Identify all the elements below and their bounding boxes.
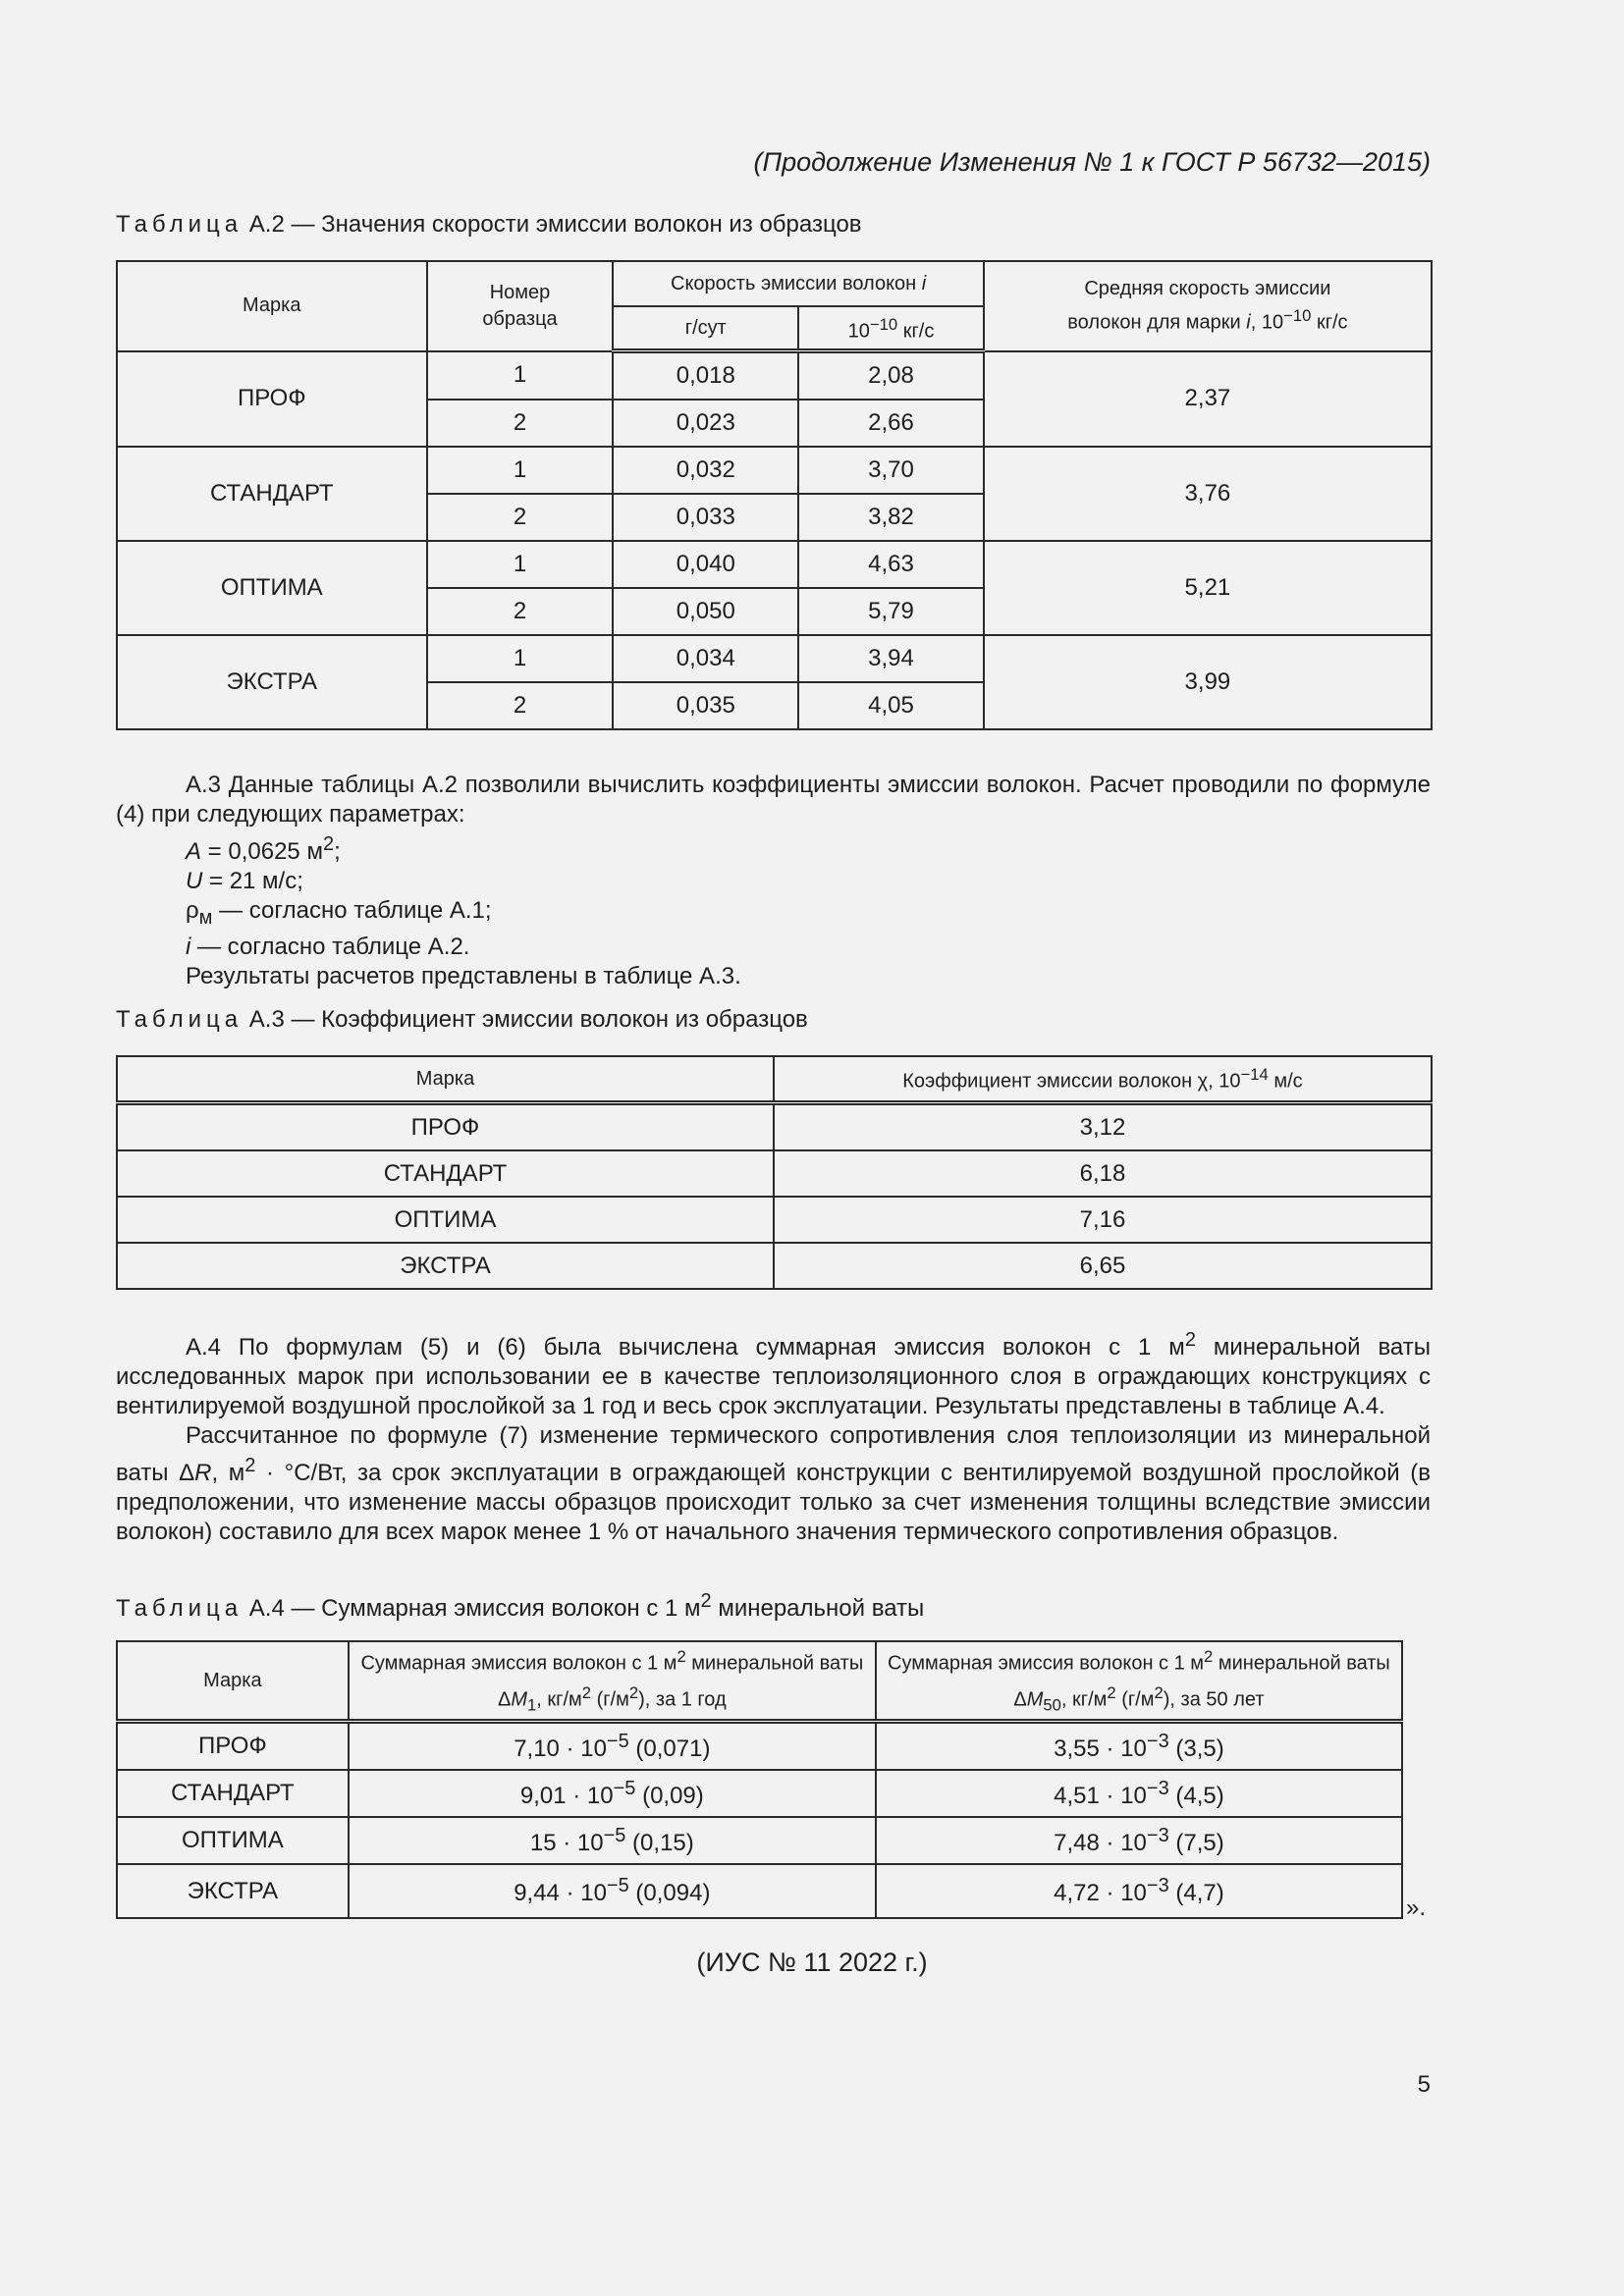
avg-line1: Средняя скорость эмиссии bbox=[1084, 277, 1331, 299]
h1y-c: , кг/м bbox=[536, 1688, 582, 1711]
h50y-sup3: 2 bbox=[1154, 1682, 1164, 1702]
h50y-d: (г/м bbox=[1115, 1688, 1155, 1711]
header-brand: Марка bbox=[117, 1056, 774, 1103]
brand-cell: ОПТИМА bbox=[117, 1197, 774, 1243]
exponent: −3 bbox=[1146, 1730, 1169, 1752]
caption-label: Таблица bbox=[116, 1595, 244, 1622]
emission-1y-cell bbox=[349, 1770, 876, 1817]
exponent: −3 bbox=[1146, 1875, 1169, 1897]
exponent: −3 bbox=[1146, 1824, 1169, 1846]
coef-sup: −14 bbox=[1240, 1064, 1269, 1084]
avg-cell: 3,99 bbox=[984, 635, 1432, 729]
gday-cell: 0,034 bbox=[613, 635, 798, 682]
brand-cell: ЭКСТРА bbox=[117, 635, 427, 729]
kgs-cell: 2,66 bbox=[798, 400, 984, 447]
p2-part-c: · °С/Вт, за срок эксплуатации в ограждающей конструкции с вентилируемой воздушной прослойкой (в предположении, что изменение массы образцов происходит только за счет изменения толщины вследствие эмиссии волокон) составило для всех марок менее 1 % от начального значения термического сопротивления образцов. bbox=[116, 1460, 1431, 1545]
gday-cell: 0,040 bbox=[613, 541, 798, 588]
parenthetical: (0,15) bbox=[625, 1829, 694, 1856]
avg-unit: кг/с bbox=[1316, 311, 1348, 334]
param-rho bbox=[116, 896, 1431, 933]
mantissa: 3,55 · 10 bbox=[1054, 1735, 1147, 1762]
param-a-end: ; bbox=[334, 838, 341, 865]
brand-cell: СТАНДАРТ bbox=[117, 1770, 349, 1817]
mantissa: 4,51 · 10 bbox=[1054, 1782, 1147, 1809]
brand-cell: ЭКСТРА bbox=[117, 1864, 349, 1918]
param-rho-text: — согласно таблице А.1; bbox=[212, 897, 492, 924]
h1y-d: (г/м bbox=[591, 1688, 629, 1711]
header-emission-50-years bbox=[876, 1641, 1402, 1722]
param-a-var: A bbox=[186, 838, 202, 865]
avg-var: i bbox=[1246, 311, 1251, 334]
header-unit-kg-s bbox=[798, 306, 984, 351]
table-row bbox=[117, 1243, 1432, 1289]
rate-group-label: Скорость эмиссии волокон bbox=[671, 272, 917, 294]
param-a-value: = 0,0625 м bbox=[201, 838, 323, 865]
h1y-sup3: 2 bbox=[628, 1682, 639, 1702]
emission-50y-cell bbox=[876, 1864, 1402, 1918]
h50y-c: , кг/м bbox=[1060, 1688, 1108, 1711]
results-note: Результаты расчетов представлены в таблице А.3. bbox=[186, 962, 741, 989]
mantissa: 4,72 · 10 bbox=[1054, 1880, 1147, 1907]
table-a4-caption bbox=[116, 1590, 924, 1623]
caption-text-a: А.4 — Суммарная эмиссия волокон с 1 м bbox=[248, 1595, 701, 1622]
sample-cell: 1 bbox=[427, 541, 614, 588]
header-unit-g-day: г/сут bbox=[613, 306, 798, 351]
table-row bbox=[117, 1150, 1432, 1197]
coef-cell: 6,65 bbox=[774, 1243, 1432, 1289]
emission-1y-cell bbox=[349, 1817, 876, 1864]
brand-cell: ЭКСТРА bbox=[117, 1243, 774, 1289]
gday-cell: 0,033 bbox=[613, 494, 798, 541]
h50y-sup: 2 bbox=[1204, 1647, 1214, 1666]
kgs-cell: 4,63 bbox=[798, 541, 984, 588]
h1y-e: ), за 1 год bbox=[638, 1688, 727, 1711]
table-row bbox=[117, 1864, 1402, 1918]
p1-part-b: минеральной ваты исследованных марок при использовании ее в качестве теплоизоляционного слоя в ограждающих конструкциях с вентилируемой воздушной прослойкой за 1 год и весь срок эксплуатации. Результаты представлены в таблице А.4. bbox=[116, 1334, 1431, 1419]
brand-cell: ПРОФ bbox=[117, 1722, 349, 1771]
kgs-cell: 4,05 bbox=[798, 682, 984, 729]
avg-exp-sup: −10 bbox=[1283, 305, 1312, 325]
mantissa: 7,10 · 10 bbox=[514, 1735, 607, 1762]
brand-cell: ОПТИМА bbox=[117, 541, 427, 635]
h50y-sub: 50 bbox=[1043, 1695, 1061, 1715]
caption-text: А.3 — Коэффициент эмиссии волокон из образцов bbox=[248, 1006, 808, 1033]
coef-cell: 6,18 bbox=[774, 1150, 1432, 1197]
emission-1y-cell bbox=[349, 1864, 876, 1918]
p2-sup: 2 bbox=[244, 1455, 256, 1476]
sample-cell: 2 bbox=[427, 494, 614, 541]
param-a bbox=[116, 829, 1431, 867]
table-a4 bbox=[116, 1640, 1403, 1919]
gday-cell: 0,023 bbox=[613, 400, 798, 447]
avg-line2: волокон для марки bbox=[1067, 311, 1241, 334]
gday-cell: 0,050 bbox=[613, 588, 798, 635]
h1y-sup2: 2 bbox=[581, 1682, 592, 1702]
param-u-var: U bbox=[186, 868, 203, 894]
p2-var: R bbox=[194, 1460, 212, 1486]
exponent: −5 bbox=[603, 1824, 626, 1846]
mantissa: 7,48 · 10 bbox=[1054, 1829, 1147, 1856]
brand-cell: ОПТИМА bbox=[117, 1817, 349, 1864]
gday-cell: 0,035 bbox=[613, 682, 798, 729]
table-a3-caption bbox=[116, 1006, 808, 1034]
section-a4-text bbox=[116, 1325, 1431, 1547]
caption-sup: 2 bbox=[700, 1590, 712, 1612]
table-row bbox=[117, 1817, 1402, 1864]
ius-reference: (ИУС № 11 2022 г.) bbox=[696, 1948, 928, 1977]
param-i-text: — согласно таблице А.2. bbox=[190, 933, 470, 960]
table-a3 bbox=[116, 1055, 1433, 1290]
table-row bbox=[117, 1197, 1432, 1243]
header-sample-number: Номер образца bbox=[427, 261, 614, 351]
avg-cell: 2,37 bbox=[984, 351, 1432, 448]
p2-part-a: Рассчитанное по формуле (7) изменение термического сопротивления слоя теплоизоляции из минеральной ваты Δ bbox=[116, 1422, 1431, 1486]
emission-1y-cell bbox=[349, 1722, 876, 1771]
p1-part-a: А.4 По формулам (5) и (6) была вычислена суммарная эмиссия волокон с 1 м bbox=[186, 1334, 1185, 1361]
emission-50y-cell bbox=[876, 1722, 1402, 1771]
coef-unit: м/с bbox=[1268, 1070, 1303, 1093]
avg-cell: 3,76 bbox=[984, 447, 1432, 541]
sample-cell: 1 bbox=[427, 635, 614, 682]
parenthetical: (0,09) bbox=[635, 1782, 704, 1809]
table-row bbox=[117, 541, 1432, 588]
exponent: −5 bbox=[606, 1875, 629, 1897]
section-a3-text bbox=[116, 771, 1431, 991]
header-average-rate: Средняя скорость эмиссии волокон для марки i, $10^{-10}$ кг/с bbox=[984, 261, 1432, 351]
header-brand: Марка bbox=[117, 1641, 349, 1722]
h50y-sup2: 2 bbox=[1107, 1682, 1116, 1702]
table-a2 bbox=[116, 260, 1433, 730]
brand-cell: ПРОФ bbox=[117, 351, 427, 448]
paragraph-a3-intro: А.3 Данные таблицы А.2 позволили вычислить коэффициенты эмиссии волокон. Расчет проводили по формуле (4) при следующих параметрах: bbox=[116, 772, 1431, 828]
table-row bbox=[117, 351, 1432, 400]
table-row bbox=[117, 447, 1432, 494]
param-i bbox=[116, 933, 1431, 962]
h50y-var: M bbox=[1026, 1688, 1044, 1711]
brand-cell: СТАНДАРТ bbox=[117, 1150, 774, 1197]
h1y-a: Суммарная эмиссия волокон с 1 м bbox=[360, 1652, 677, 1675]
exponent: −5 bbox=[606, 1730, 629, 1752]
caption-label: Таблица bbox=[116, 1006, 244, 1033]
mantissa: 9,01 · 10 bbox=[519, 1782, 614, 1809]
param-rho-symbol: ρ bbox=[186, 897, 199, 924]
caption-text: А.2 — Значения скорости эмиссии волокон из образцов bbox=[248, 211, 862, 238]
parenthetical: (7,5) bbox=[1168, 1829, 1224, 1856]
kgs-cell: 3,82 bbox=[798, 494, 984, 541]
parenthetical: (3,5) bbox=[1168, 1735, 1224, 1762]
avg-cell: 5,21 bbox=[984, 541, 1432, 635]
table-row bbox=[117, 1770, 1402, 1817]
paragraph-a4-1 bbox=[116, 1325, 1431, 1421]
sample-cell: 1 bbox=[427, 447, 614, 494]
param-u bbox=[116, 867, 1431, 896]
rate-group-var: i bbox=[921, 272, 927, 294]
h1y-sup: 2 bbox=[677, 1647, 686, 1666]
unit-exp-sup: −10 bbox=[869, 314, 898, 334]
parenthetical: (4,7) bbox=[1168, 1880, 1224, 1907]
coef-cell: 3,12 bbox=[774, 1103, 1432, 1151]
unit-kg-s: кг/с bbox=[902, 320, 935, 343]
param-i-var: i bbox=[186, 933, 191, 960]
unit-exp: 10 bbox=[847, 320, 870, 343]
header-rate-group bbox=[613, 261, 983, 306]
mantissa: 15 · 10 bbox=[529, 1829, 604, 1856]
kgs-cell: 3,94 bbox=[798, 635, 984, 682]
p2-part-b: , м bbox=[211, 1460, 245, 1486]
table-row bbox=[117, 1722, 1402, 1771]
h1y-var: M bbox=[511, 1688, 528, 1711]
h1y-b: минеральной ваты Δ bbox=[498, 1652, 864, 1711]
table-row bbox=[117, 635, 1432, 682]
sample-cell: 2 bbox=[427, 588, 614, 635]
header-coefficient bbox=[774, 1056, 1432, 1103]
param-a-sup: 2 bbox=[322, 833, 335, 855]
sample-cell: 2 bbox=[427, 682, 614, 729]
parenthetical: (0,094) bbox=[628, 1880, 711, 1907]
page-number: 5 bbox=[1417, 2071, 1431, 2098]
continuation-header: (Продолжение Изменения № 1 к ГОСТ Р 56732—2015) bbox=[753, 147, 1431, 177]
coef-cell: 7,16 bbox=[774, 1197, 1432, 1243]
sample-cell: 2 bbox=[427, 400, 614, 447]
gday-cell: 0,032 bbox=[613, 447, 798, 494]
h50y-b: минеральной ваты Δ bbox=[1013, 1652, 1390, 1711]
h50y-e: ), за 50 лет bbox=[1163, 1688, 1265, 1711]
sample-cell: 1 bbox=[427, 351, 614, 400]
table-row bbox=[117, 1103, 1432, 1151]
kgs-cell: 2,08 bbox=[798, 351, 984, 400]
paragraph-a4-2 bbox=[116, 1421, 1431, 1547]
emission-50y-cell bbox=[876, 1770, 1402, 1817]
h50y-a: Суммарная эмиссия волокон с 1 м bbox=[888, 1652, 1205, 1675]
brand-cell: ПРОФ bbox=[117, 1103, 774, 1151]
p1-sup: 2 bbox=[1184, 1329, 1196, 1351]
param-u-value: = 21 м/с; bbox=[202, 868, 303, 894]
h1y-sub: 1 bbox=[527, 1695, 537, 1715]
avg-exp: 10 bbox=[1261, 311, 1284, 334]
parenthetical: (4,5) bbox=[1168, 1782, 1224, 1809]
header-emission-1-year bbox=[349, 1641, 876, 1722]
brand-cell: СТАНДАРТ bbox=[117, 447, 427, 541]
kgs-cell: 5,79 bbox=[798, 588, 984, 635]
caption-label: Таблица bbox=[116, 211, 244, 238]
gday-cell: 0,018 bbox=[613, 351, 798, 400]
parenthetical: (0,071) bbox=[628, 1735, 711, 1762]
emission-50y-cell bbox=[876, 1817, 1402, 1864]
kgs-cell: 3,70 bbox=[798, 447, 984, 494]
coef-label: Коэффициент эмиссии волокон χ, 10 bbox=[902, 1070, 1241, 1093]
table-a2-caption bbox=[116, 211, 862, 239]
mantissa: 9,44 · 10 bbox=[514, 1880, 607, 1907]
exponent: −3 bbox=[1146, 1777, 1169, 1799]
exponent: −5 bbox=[613, 1777, 636, 1799]
caption-text-b: минеральной ваты bbox=[711, 1595, 925, 1622]
param-rho-sub: м bbox=[198, 906, 213, 929]
closing-quote: ». bbox=[1406, 1895, 1427, 1921]
header-brand: Марка bbox=[117, 261, 427, 351]
